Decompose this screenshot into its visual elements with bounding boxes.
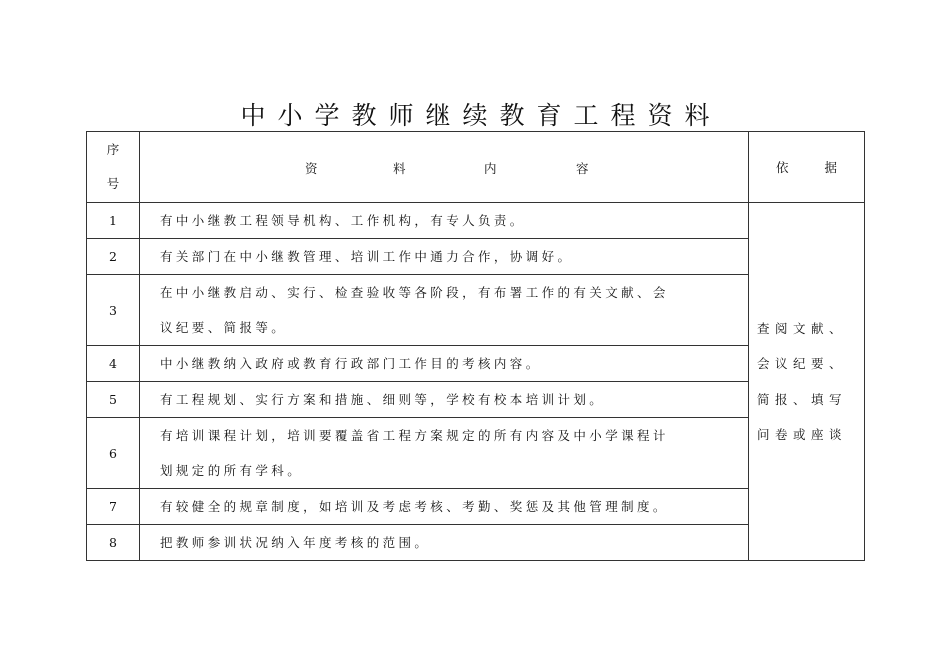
row-number: 3 xyxy=(87,275,140,346)
row-content xyxy=(140,418,749,489)
basis-cell xyxy=(749,203,865,561)
row-content-line: 有关部门在中小继教管理、培训工作中通力合作，协调好。 xyxy=(160,249,574,264)
document-title: 中小学教师继续教育工程资料 xyxy=(240,101,722,130)
row-content-line: 有中小继教工程领导机构、工作机构，有专人负责。 xyxy=(160,213,526,228)
row-content xyxy=(140,489,749,525)
row-content xyxy=(140,203,749,239)
row-content-line: 议纪要、简报等。 xyxy=(160,320,288,335)
table-row xyxy=(87,203,865,239)
table-header-row xyxy=(87,132,865,203)
row-content-line: 有培训课程计划，培训要覆盖省工程方案规定的所有内容及中小学课程计 xyxy=(160,428,669,443)
row-content-line: 划规定的所有学科。 xyxy=(160,463,304,478)
header-basis-char-1: 依 xyxy=(775,160,789,175)
row-number: 7 xyxy=(87,489,140,525)
row-content-line: 把教师参训状况纳入年度考核的范围。 xyxy=(160,535,431,550)
row-number: 6 xyxy=(87,418,140,489)
row-content xyxy=(140,346,749,382)
row-number: 2 xyxy=(87,239,140,275)
basis-line: 简报、填写 xyxy=(757,391,848,407)
header-serial-number xyxy=(87,132,140,203)
row-number: 1 xyxy=(87,203,140,239)
row-content-line: 有较健全的规章制度，如培训及考虑考核、考勤、奖惩及其他管理制度。 xyxy=(160,499,669,514)
row-content-line: 有工程规划、实行方案和措施、细则等，学校有校本培训计划。 xyxy=(160,392,606,407)
row-content xyxy=(140,239,749,275)
basis-line: 会议纪要、 xyxy=(757,356,848,371)
header-content-char-1: 资 xyxy=(305,161,318,176)
row-number: 4 xyxy=(87,346,140,382)
row-content xyxy=(140,382,749,418)
table-row xyxy=(87,239,865,275)
basis-line: 问卷或座谈 xyxy=(757,427,848,442)
header-serial-char-1: 序 xyxy=(106,142,120,157)
table-row xyxy=(87,489,865,525)
table-row xyxy=(87,346,865,382)
row-number: 5 xyxy=(87,382,140,418)
row-content-line: 中小继教纳入政府或教育行政部门工作目的考核内容。 xyxy=(160,356,542,371)
header-content-char-2: 料 xyxy=(393,161,406,176)
basis-line: 查阅文献、 xyxy=(757,320,848,336)
header-serial-char-2: 号 xyxy=(106,176,120,191)
header-basis xyxy=(749,132,865,203)
header-content-char-4: 容 xyxy=(576,161,589,176)
row-content xyxy=(140,275,749,346)
table-row xyxy=(87,418,865,489)
header-content-char-3: 内 xyxy=(484,161,497,176)
table-row xyxy=(87,275,865,346)
row-content xyxy=(140,525,749,561)
header-content xyxy=(140,132,749,203)
header-basis-char-2: 据 xyxy=(824,160,838,175)
row-content-line: 在中小继教启动、实行、检查验收等各阶段，有布署工作的有关文献、会 xyxy=(160,285,669,300)
table-row xyxy=(87,525,865,561)
row-number: 8 xyxy=(87,525,140,561)
materials-table xyxy=(86,131,865,561)
table-row xyxy=(87,382,865,418)
